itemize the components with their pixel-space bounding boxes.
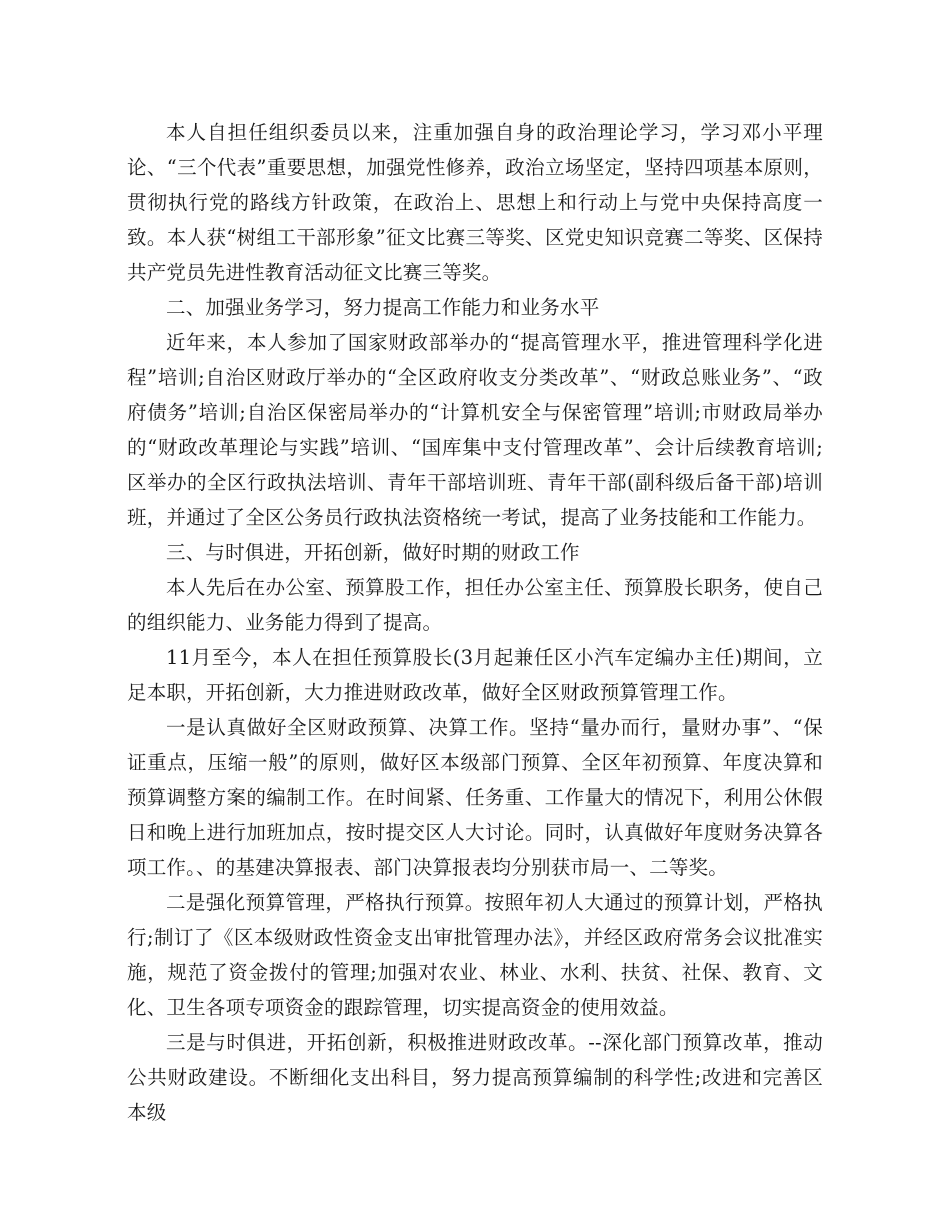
paragraph-point-one: 一是认真做好全区财政预算、决算工作。坚持“量办而行，量财办事”、“保证重点，压缩一般”的原则，做好区本级部门预算、全区年初预算、年度决算和预算调整方案的编制工作。在时间紧、任务重、工作量大的情况下，利用公休假日和晚上进行加班加点，按时提交区人大讨论。同时，认真做好年度财务决算各项工作。、的基建决算报表、部门决算报表均分别获市局一、二等奖。 — [127, 716, 823, 879]
document-body — [127, 115, 823, 1130]
paragraph-point-two: 二是强化预算管理，严格执行预算。按照年初人大通过的预算计划，严格执行;制订了《区本级财政性资金支出审批管理办法》，并经区政府常务会议批准实施，规范了资金拨付的管理;加强对农业、林业、水利、扶贫、社保、教育、文化、卫生各项专项资金的跟踪管理，切实提高资金的使用效益。 — [127, 891, 823, 1019]
paragraph-budget-chief: 11月至今，本人在担任预算股长(3月起兼任区小汽车定编办主任)期间，立足本职，开拓创新，大力推进财政改革，做好全区财政预算管理工作。 — [127, 646, 823, 704]
section-heading-3: 三、与时俱进，开拓创新，做好时期的财政工作 — [166, 541, 580, 564]
paragraph-political-study: 本人自担任组织委员以来，注重加强自身的政治理论学习，学习邓小平理论、“三个代表”重要思想，加强党性修养，政治立场坚定，坚持四项基本原则，贯彻执行党的路线方针政策，在政治上、思想上和行动上与党中央保持高度一致。本人获“树组工干部形象”征文比赛三等奖、区党史知识竞赛二等奖、区保持共产党员先进性教育活动征文比赛三等奖。 — [127, 121, 823, 284]
paragraph-positions: 本人先后在办公室、预算股工作，担任办公室主任、预算股长职务，使自己的组织能力、业务能力得到了提高。 — [127, 576, 823, 634]
section-heading-2: 二、加强业务学习，努力提高工作能力和业务水平 — [166, 296, 600, 319]
paragraph-training: 近年来，本人参加了国家财政部举办的“提高管理水平，推进管理科学化进程”培训;自治区财政厅举办的“全区政府收支分类改革”、“财政总账业务”、“政府债务”培训;自治区保密局举办的“计算机安全与保密管理”培训;市财政局举办的“财政改革理论与实践”培训、“国库集中支付管理改革”、会计后续教育培训;区举办的全区行政执法培训、青年干部培训班、青年干部(副科级后备干部)培训班，并通过了全区公务员行政执法资格统一考试，提高了业务技能和工作能力。 — [127, 331, 823, 529]
paragraph-point-three: 三是与时俱进，开拓创新，积极推进财政改革。--深化部门预算改革，推动公共财政建设。不断细化支出科目，努力提高预算编制的科学性;改进和完善区本级 — [127, 1031, 823, 1124]
